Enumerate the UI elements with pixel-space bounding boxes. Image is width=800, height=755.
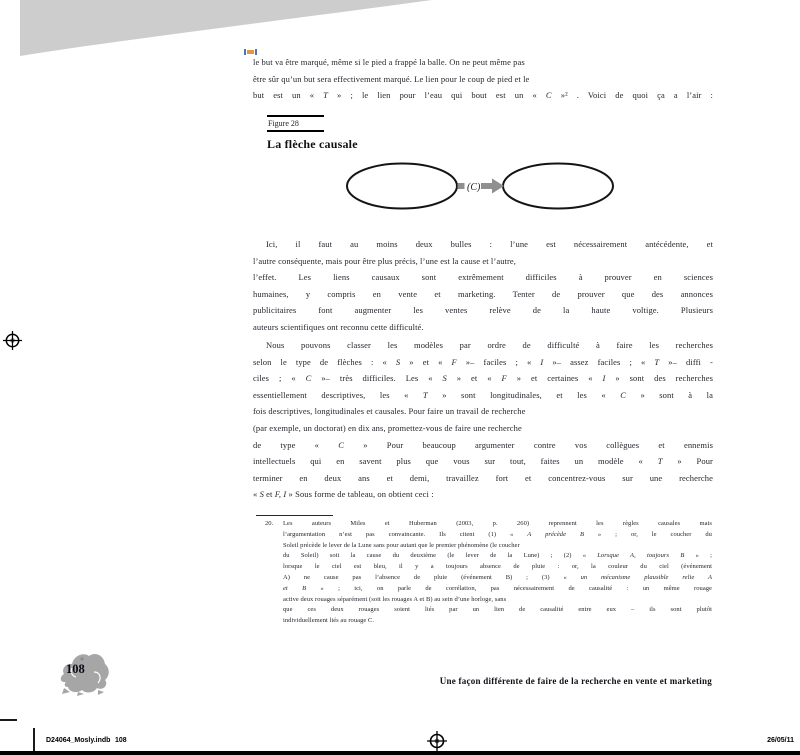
figure-label: Figure 28	[267, 115, 324, 132]
text-line: et B » ; ici, on parle de corrélation, pas nécessairement de causalité : un même rouage	[283, 584, 712, 592]
connector-arrow-head	[492, 179, 504, 194]
printers-slug-page: 108	[115, 737, 127, 744]
running-footer: Une façon différente de faire de la recherche en vente et marketing	[439, 676, 712, 686]
crop-mark-horizontal	[0, 719, 17, 721]
bubble-left	[347, 164, 457, 209]
connector-arrow-stem	[481, 183, 492, 189]
page-number: 108	[66, 662, 85, 676]
text-line: fois descriptives, longitudinales et causales. Pour faire un travail de recherche	[253, 406, 526, 417]
paragraph	[253, 337, 713, 503]
text-line: auteurs scientifiques ont reconnu cette difficulté.	[253, 322, 424, 333]
text-line: Les auteurs Miles et Huberman (2003, p. 260) reprennent les règles causales mais	[283, 520, 712, 527]
text-line: terminer en deux ans et demi, travaillez fort et concentrez-vous sur une recherche	[253, 472, 713, 483]
text-line: Ici, il faut au moins deux bulles : l’une est nécessairement antécédente, et	[266, 239, 713, 249]
text-line: intellectuels qui en savent plus que vous sur tout, faites un modèle « T » Pour	[253, 456, 713, 467]
text-line: que ces deux rouages soient liés par un lien de causalité entre eux – ils sont plutôt	[283, 606, 712, 614]
text-line: Soleil précède le lever de la Lune sans pour autant que le premier phénomène (le coucher	[283, 541, 520, 549]
registration-mark-icon	[427, 731, 447, 751]
paragraph	[253, 54, 713, 104]
registration-mark-icon	[3, 331, 23, 351]
text-line: individuellement liés au rouage C.	[283, 617, 375, 625]
footnote-number: 20.	[265, 520, 274, 527]
text-line: (par exemple, un doctorat) en dix ans, promettez-vous de faire une recherche	[253, 423, 522, 434]
corner-swoosh	[0, 0, 440, 60]
text-line: l’effet. Les liens causaux sont extrêmement difficiles à prouver en sciences	[253, 272, 713, 283]
text-line: essentiellement descriptives, les « T » sont longitudinales, et les « C » sont à la	[253, 389, 713, 400]
text-line: but est un « T » ; le lien pour l’eau qui bout est un « C »² . Voici de quoi ça a l’air :	[253, 90, 713, 101]
text-line: l’autre conséquente, mais pour être plus précis, l’une est la cause et l’autre,	[253, 255, 517, 266]
bottom-print-bar	[0, 751, 800, 755]
footnote-text	[283, 519, 712, 627]
text-line: Nous pouvons classer les modèles par ordre de difficulté à faire les recherches	[266, 340, 713, 350]
bubble-right	[503, 164, 613, 209]
text-line: être sûr qu’un but sera effectivement marqué. Le lien pour le coup de pied et le	[253, 73, 530, 84]
text-line: A) ne cause pas l’absence de pluie (événement B) ; (3) « un mécanisme plausible relie A	[283, 573, 712, 581]
text-line: de type « C » Pour beaucoup argumenter contre vos collègues et ennemis	[253, 439, 713, 450]
text-line: publicitaires font augmenter les ventes relève de la haute voltige. Plusieurs	[253, 305, 713, 316]
text-line: le but va être marqué, même si le pied a frappé la balle. On ne peut même pas	[253, 57, 525, 67]
text-line: active deux rouages séparément (soit les rouages A et B) au sein d’une horloge, sans	[283, 595, 507, 603]
connector-stub	[458, 183, 465, 189]
footnote-rule	[256, 515, 333, 516]
causal-diagram	[340, 158, 625, 214]
text-line: du Soleil) soit la cause du deuxième (le lever de la Lune) ; (2) « Lorsque A, toujours B » ;	[283, 552, 712, 560]
text-line: ciles ; « C »– très difficiles. Les « S » et « F » et certaines « I » sont des recherches	[253, 373, 713, 384]
printers-slug-date: 26/05/11	[767, 737, 794, 744]
text-line: lorsque le ciel est bleu, il y a toujours absence de pluie : or, la couleur du ciel (événement	[283, 563, 712, 571]
printers-slug-filename: D24064_Mosly.indb	[46, 737, 111, 744]
text-line: « S et F, I » Sous forme de tableau, on obtient ceci :	[253, 489, 434, 500]
connector-label: (C)	[467, 182, 481, 193]
figure-title: La flèche causale	[267, 137, 358, 151]
text-line: humaines, y compris en vente et marketing. Tenter de prouver que des annonces	[253, 288, 713, 299]
paragraph	[253, 236, 713, 336]
text-line: selon le type de flèches : « S » et « F »– faciles ; « I »– assez faciles ; « T »– diffi -	[253, 356, 713, 367]
text-line: l’argumentation n’est pas convaincante. Ils citent (1) « A précède B » ; or, le coucher du	[283, 530, 712, 538]
